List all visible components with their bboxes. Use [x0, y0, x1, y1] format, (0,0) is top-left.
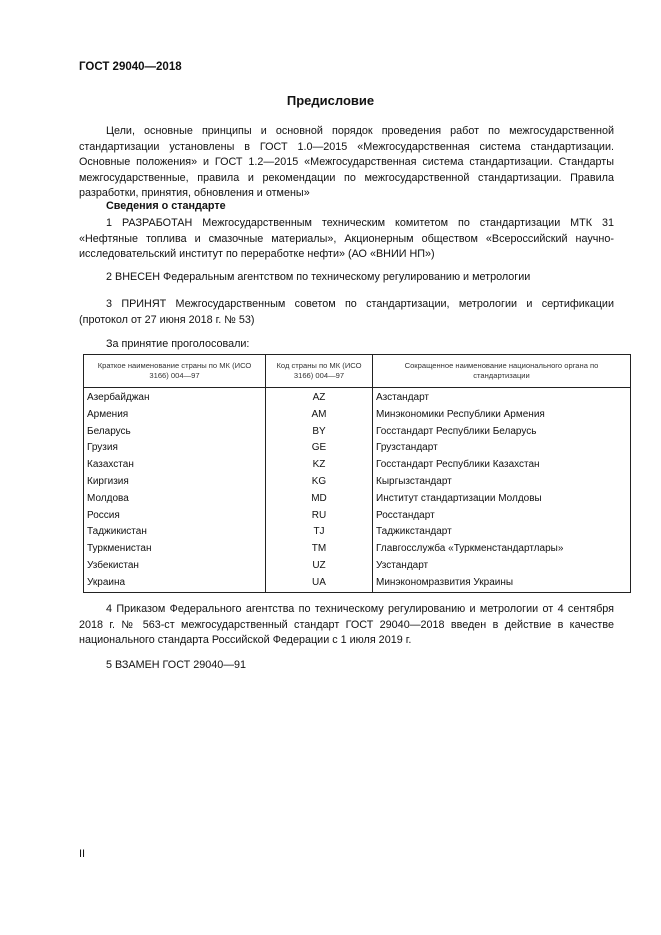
national-body: Минэкономразвития Украины — [373, 575, 631, 592]
country-name: Казахстан — [84, 457, 266, 474]
preface-title: Предисловие — [286, 93, 375, 108]
header-national-body: Сокращенное наименование национального органа по стандартизации — [373, 355, 631, 388]
national-body: Госстандарт Республики Беларусь — [373, 424, 631, 441]
national-body: Азстандарт — [373, 388, 631, 407]
country-name: Узбекистан — [84, 558, 266, 575]
country-code: UZ — [266, 558, 373, 575]
table-row — [84, 491, 631, 508]
national-body: Грузстандарт — [373, 440, 631, 457]
page-number: II — [79, 848, 86, 860]
country-name: Беларусь — [84, 424, 266, 441]
country-name: Киргизия — [84, 474, 266, 491]
country-code: KZ — [266, 457, 373, 474]
document-code-header: ГОСТ 29040—2018 — [79, 61, 182, 73]
intro-paragraph: Цели, основные принципы и основной порядок проведения работ по межгосударственной стандартизации установлены в ГОСТ 1.0—2015 «Межгосударственная система стандартизации. Основные положения» и ГОСТ 1.2—2015 «Межгосударственная система стандартизации. Стандарты межгосударственные, правила и рекомендации по межгосударственной стандартизации. Правила разработки, принятия, обновления и отмены» — [79, 125, 614, 200]
country-name: Азербайджан — [84, 388, 266, 407]
table-row — [84, 424, 631, 441]
national-body: Госстандарт Республики Казахстан — [373, 457, 631, 474]
table-header-row — [84, 355, 631, 388]
table-row — [84, 558, 631, 575]
country-code: GE — [266, 440, 373, 457]
country-code: MD — [266, 491, 373, 508]
country-name: Грузия — [84, 440, 266, 457]
country-code: RU — [266, 508, 373, 525]
country-name: Таджикистан — [84, 524, 266, 541]
item-5-paragraph: 5 ВЗАМЕН ГОСТ 29040—91 — [106, 659, 247, 671]
country-code: TJ — [266, 524, 373, 541]
country-code: TM — [266, 541, 373, 558]
country-code: UA — [266, 575, 373, 592]
table-row — [84, 508, 631, 525]
national-body: Узстандарт — [373, 558, 631, 575]
table-row — [84, 407, 631, 424]
table-row — [84, 457, 631, 474]
item-1-paragraph: 1 РАЗРАБОТАН Межгосударственным техническим комитетом по стандартизации МТК 31 «Нефтяные топлива и смазочные материалы», Акционерным обществом «Всероссийский научно-исследовательский институт по переработке нефти» (АО «ВНИИ НП») — [79, 217, 614, 261]
table-caption: За принятие проголосовали: — [106, 338, 250, 350]
item-3-paragraph: 3 ПРИНЯТ Межгосударственным советом по стандартизации, метрологии и сертификации (протокол от 27 июня 2018 г. № 53) — [79, 298, 614, 326]
table-row — [84, 474, 631, 491]
table-row — [84, 524, 631, 541]
item-2-paragraph: 2 ВНЕСЕН Федеральным агентством по техническому регулированию и метрологии — [106, 271, 531, 283]
country-name: Украина — [84, 575, 266, 592]
national-body: Минэкономики Республики Армения — [373, 407, 631, 424]
table-row — [84, 388, 631, 407]
header-country-name: Краткое наименование страны по МК (ИСО 3166) 004—97 — [84, 355, 266, 388]
voting-countries-table — [83, 354, 631, 593]
national-body: Кыргызстандарт — [373, 474, 631, 491]
national-body: Росстандарт — [373, 508, 631, 525]
header-country-code: Код страны по МК (ИСО 3166) 004—97 — [266, 355, 373, 388]
country-name: Армения — [84, 407, 266, 424]
country-code: AZ — [266, 388, 373, 407]
national-body: Институт стандартизации Молдовы — [373, 491, 631, 508]
country-name: Молдова — [84, 491, 266, 508]
item-4-paragraph: 4 Приказом Федерального агентства по техническому регулированию и метрологии от 4 сентября 2018 г. № 563-ст межгосударственный стандарт ГОСТ 29040—2018 введен в действие в качестве национального стандарта Российской Федерации с 1 июля 2019 г. — [79, 603, 614, 647]
table-row — [84, 575, 631, 592]
national-body: Главгосслужба «Туркменстандартлары» — [373, 541, 631, 558]
country-name: Россия — [84, 508, 266, 525]
section-title: Сведения о стандарте — [106, 200, 226, 212]
country-code: AM — [266, 407, 373, 424]
table-row — [84, 541, 631, 558]
country-code: KG — [266, 474, 373, 491]
country-code: BY — [266, 424, 373, 441]
national-body: Таджикстандарт — [373, 524, 631, 541]
table-row — [84, 440, 631, 457]
country-name: Туркменистан — [84, 541, 266, 558]
